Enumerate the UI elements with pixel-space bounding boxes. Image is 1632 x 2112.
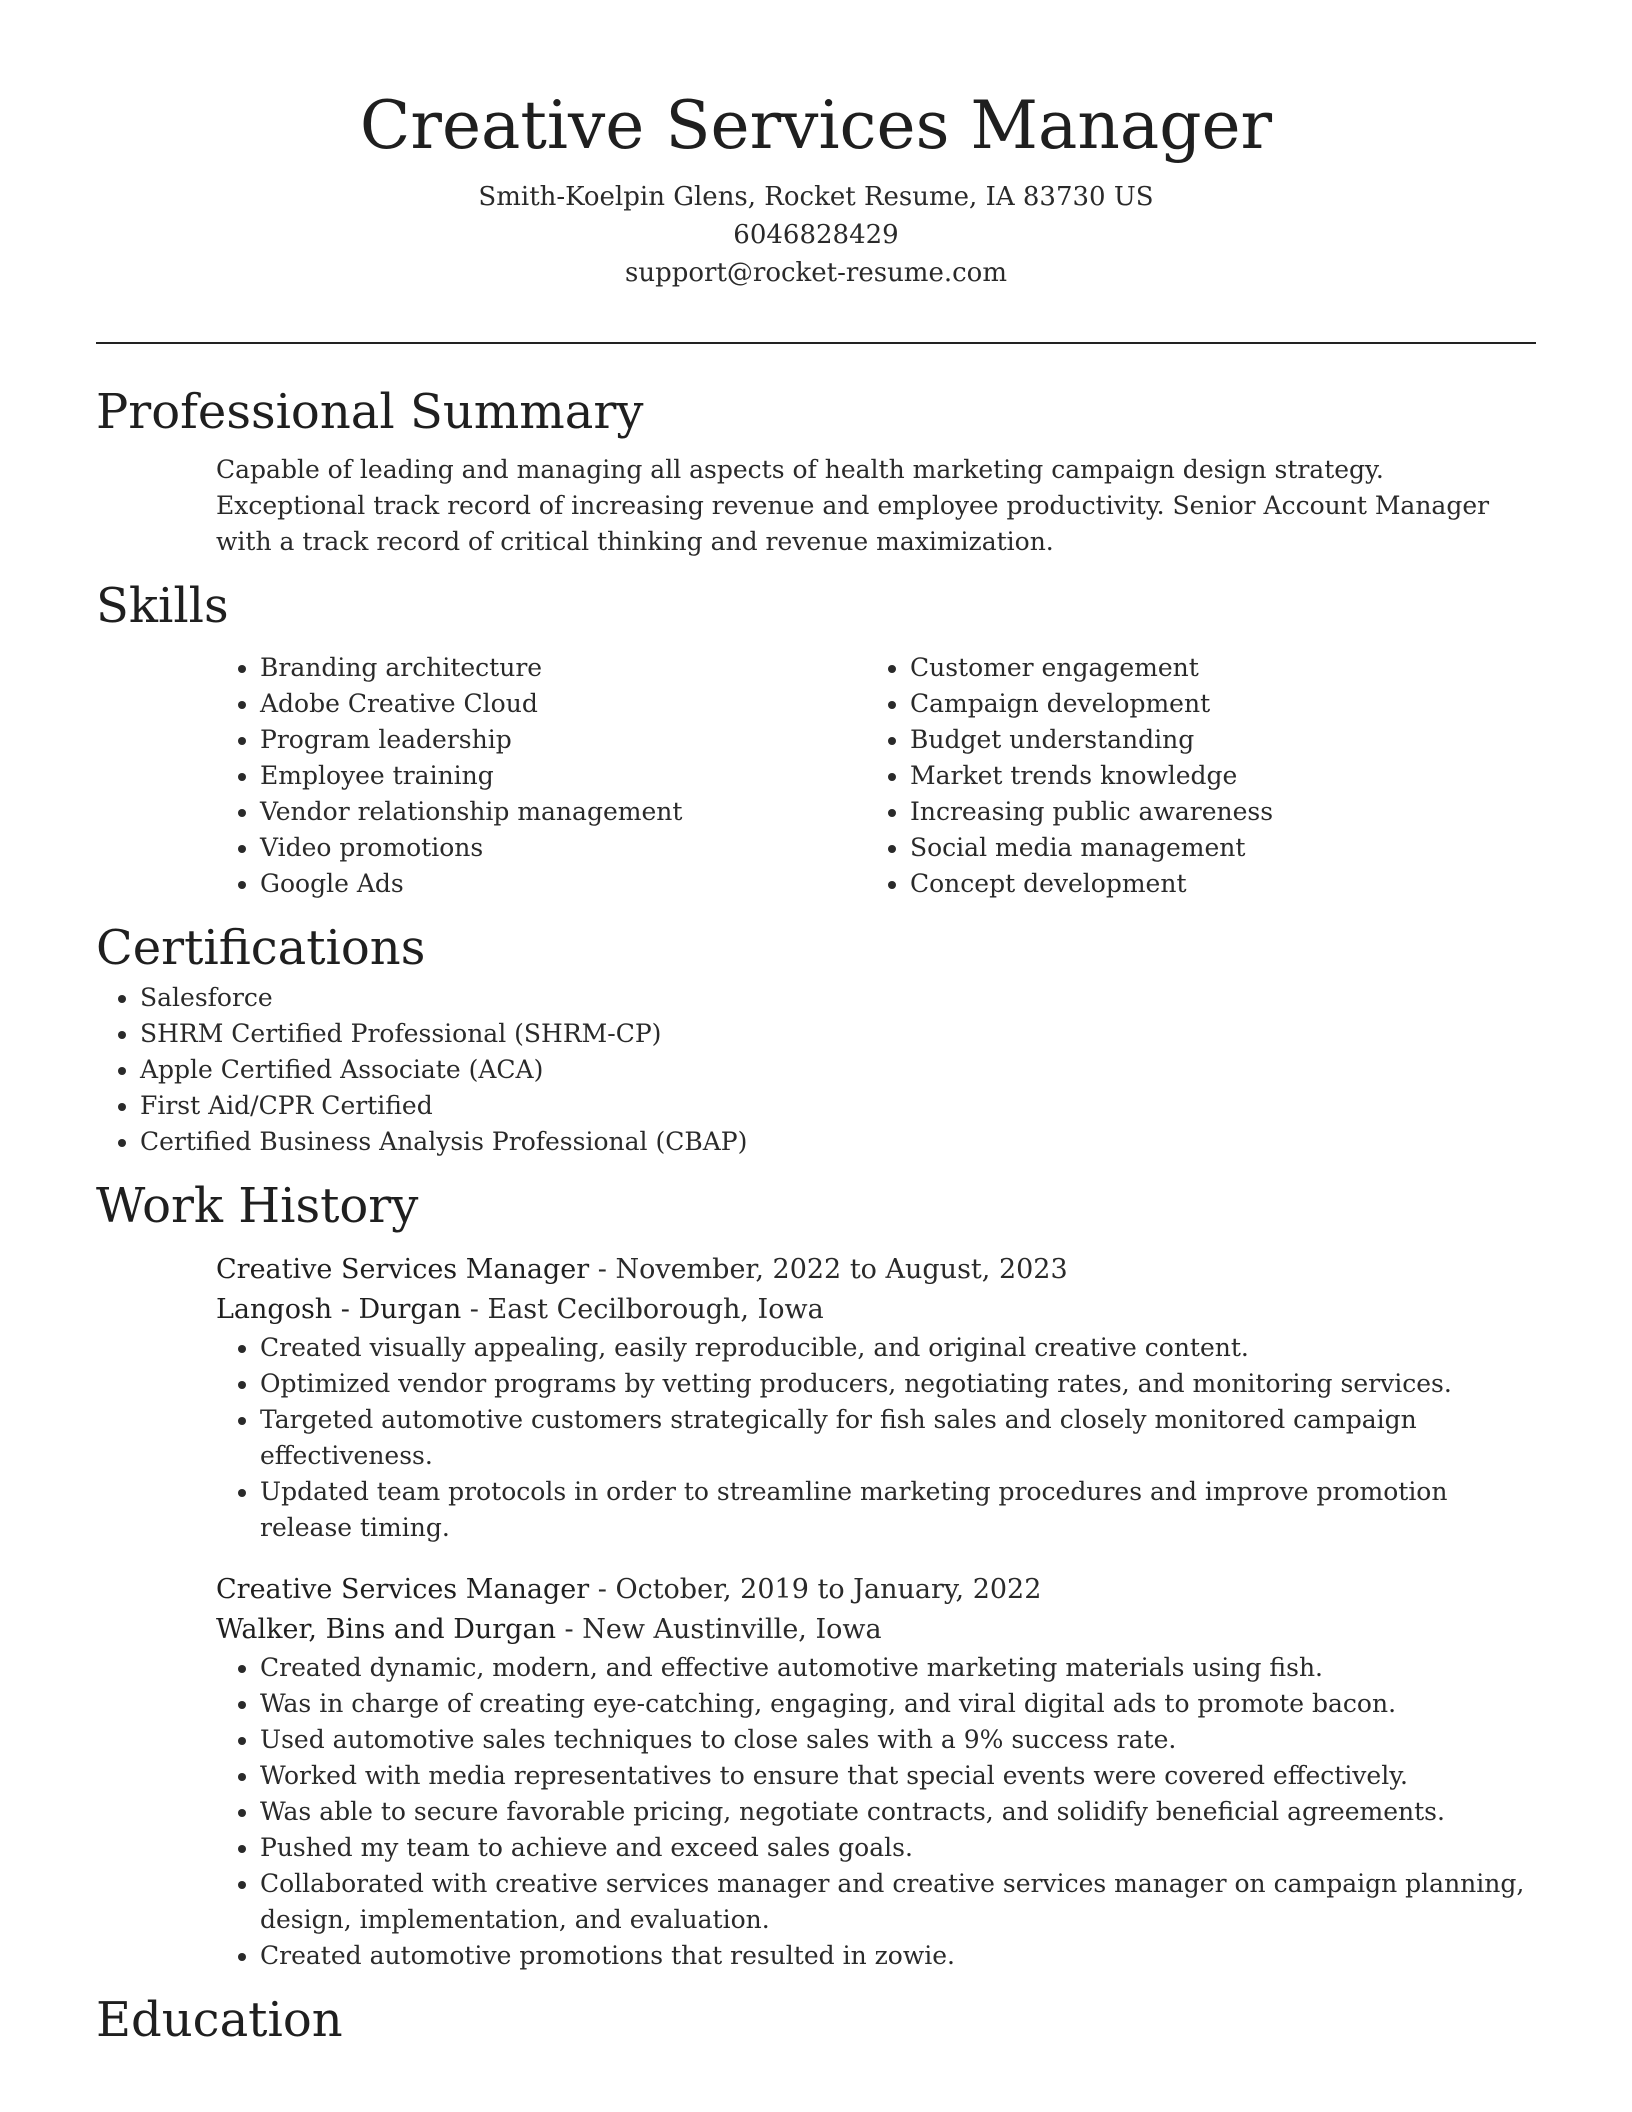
- list-item: • Branding architecture: [260, 650, 866, 686]
- list-item: • Google Ads: [260, 866, 866, 902]
- job-location: - New Austinville, Iowa: [555, 1614, 882, 1645]
- list-item: • Increasing public awareness: [910, 794, 1516, 830]
- job-bullets: [216, 1650, 1536, 1974]
- resume-body: [96, 380, 1536, 2052]
- job-company-line: [216, 1290, 1536, 1330]
- list-item: • Created visually appealing, easily reproducible, and original creative content.: [260, 1330, 1536, 1366]
- list-item: • Worked with media representatives to ensure that special events were covered effectively.: [260, 1758, 1536, 1794]
- job-location: - East Cecilborough, Iowa: [461, 1294, 824, 1325]
- job-entry: [216, 1570, 1536, 1974]
- list-item: • Customer engagement: [910, 650, 1516, 686]
- education-section: [96, 1988, 1536, 2052]
- list-item: • Was in charge of creating eye-catching, engaging, and viral digital ads to promote bacon.: [260, 1686, 1536, 1722]
- list-item: • Social media management: [910, 830, 1516, 866]
- job-role: Creative Services Manager: [216, 1574, 590, 1605]
- job-dates: - October, 2019 to January, 2022: [589, 1574, 1042, 1605]
- job-company-line: [216, 1610, 1536, 1650]
- list-item: • Apple Certified Associate (ACA): [140, 1052, 1536, 1088]
- list-item: • Concept development: [910, 866, 1516, 902]
- job-title-line: [216, 1250, 1536, 1290]
- job-title-line: [216, 1570, 1536, 1610]
- certifications-section: [96, 916, 1536, 1160]
- skills-list-left: [216, 650, 866, 902]
- list-item: • SHRM Certified Professional (SHRM-CP): [140, 1016, 1536, 1052]
- list-item: • First Aid/CPR Certified: [140, 1088, 1536, 1124]
- skills-list-right: [866, 650, 1516, 902]
- list-item: • Collaborated with creative services manager and creative services manager on campaign planning, design, implementation, and evaluation.: [260, 1866, 1536, 1938]
- list-item: • Targeted automotive customers strategically for fish sales and closely monitored campaign effectiveness.: [260, 1402, 1536, 1474]
- list-item: • Pushed my team to achieve and exceed sales goals.: [260, 1830, 1536, 1866]
- certifications-heading: Certifications: [96, 920, 426, 976]
- job-entry: [216, 1250, 1536, 1546]
- job-company: Walker, Bins and Durgan: [216, 1614, 556, 1645]
- summary-text: Capable of leading and managing all aspects of health marketing campaign design strategy. Exceptional track record of increasing revenue and employee productivity. Senior Account Manager with a track record of critical thinking and revenue maximization.: [216, 455, 1490, 556]
- list-item: • Market trends knowledge: [910, 758, 1516, 794]
- header-divider: [96, 342, 1536, 344]
- resume-header: [0, 84, 1632, 292]
- candidate-title: Creative Services Manager: [359, 87, 1273, 164]
- list-item: • Certified Business Analysis Professional (CBAP): [140, 1124, 1536, 1160]
- education-heading: Education: [96, 1992, 343, 2048]
- skills-heading: Skills: [96, 578, 229, 634]
- list-item: • Used automotive sales techniques to close sales with a 9% success rate.: [260, 1722, 1536, 1758]
- job-bullets: [216, 1330, 1536, 1546]
- contact-address: Smith-Koelpin Glens, Rocket Resume, IA 83730 US: [478, 182, 1154, 212]
- list-item: • Optimized vendor programs by vetting producers, negotiating rates, and monitoring services.: [260, 1366, 1536, 1402]
- list-item: • Salesforce: [140, 980, 1536, 1016]
- certifications-list: [96, 980, 1536, 1160]
- summary-heading: Professional Summary: [96, 384, 644, 440]
- list-item: • Created dynamic, modern, and effective automotive marketing materials using fish.: [260, 1650, 1536, 1686]
- skills-section: [96, 574, 1536, 902]
- list-item: • Adobe Creative Cloud: [260, 686, 866, 722]
- job-role: Creative Services Manager: [216, 1254, 590, 1285]
- list-item: • Budget understanding: [910, 722, 1516, 758]
- list-item: • Vendor relationship management: [260, 794, 866, 830]
- skills-grid: [216, 650, 1536, 902]
- work-history-section: [96, 1174, 1536, 1974]
- list-item: • Video promotions: [260, 830, 866, 866]
- contact-phone: 6046828429: [733, 220, 899, 250]
- job-company: Langosh - Durgan: [216, 1294, 462, 1325]
- list-item: • Was able to secure favorable pricing, negotiate contracts, and solidify beneficial agreements.: [260, 1794, 1536, 1830]
- contact-info: [0, 178, 1632, 292]
- list-item: • Created automotive promotions that resulted in zowie.: [260, 1938, 1536, 1974]
- list-item: • Program leadership: [260, 722, 866, 758]
- summary-section: [96, 380, 1536, 560]
- list-item: • Campaign development: [910, 686, 1516, 722]
- job-dates: - November, 2022 to August, 2023: [589, 1254, 1068, 1285]
- list-item: • Employee training: [260, 758, 866, 794]
- work-history-heading: Work History: [96, 1178, 419, 1234]
- contact-email: support@rocket-resume.com: [624, 258, 1007, 288]
- list-item: • Updated team protocols in order to streamline marketing procedures and improve promotion release timing.: [260, 1474, 1536, 1546]
